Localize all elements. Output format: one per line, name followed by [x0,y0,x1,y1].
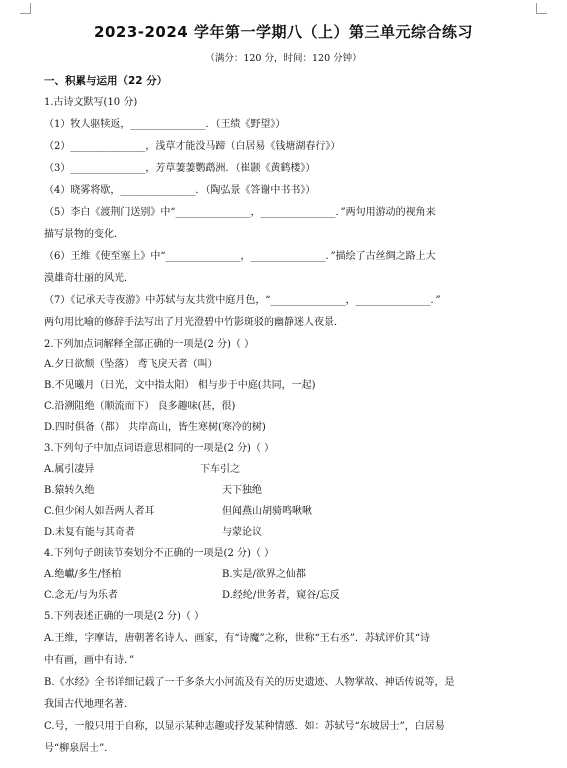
q4-stem: 4.下列句子朗读节奏划分不正确的一项是(2 分)（ ） [44,548,275,559]
q1-line-7a: （7）《记承天寺夜游》中苏轼与友共赏中庭月色，“_______________，_______________．” [44,295,441,306]
q5-option-a-line-2: 中有画，画中有诗．” [44,655,135,666]
q4-option-b: B.实是/欲界之仙都 [222,569,306,580]
crop-mark-top-left [20,3,31,14]
q5-option-c-line-1: C.号，一般只用于自称，以显示某种志趣或抒发某种情感．如：苏轼号“东坡居士”，白居易 [44,721,445,732]
q5-option-c-line-2: 号“柳泉居士”． [44,743,115,754]
q5-option-b-line-1: B.《水经》全书详细记载了一千多条大小河流及有关的历史遗迹、人物掌故、神话传说等，是 [44,677,455,688]
q1-line-5a: （5）李白《渡荆门送别》中“_______________，_______________．”两句用游动的视角来 [44,207,436,218]
q1-line-3: （3）_______________，芳草萋萋鹦鹉洲．（崔颢《黄鹤楼》） [44,163,316,174]
q2-option-a: A.夕日欲颓（坠落） 鸢飞戾天者（叫） [44,359,218,370]
q1-line-2: （2）_______________，浅草才能没马蹄（白居易《钱塘湖春行》） [44,141,341,152]
q3-option-d: D.未复有能与其奇者 [44,527,135,538]
q3-option-c-pair: 但闻燕山胡骑鸣啾啾 [222,506,312,517]
q3-option-b: B.猿转久绝 [44,485,95,496]
q1-line-6a: （6）王维《使至塞上》中“_______________，_______________．”描绘了古丝绸之路上大 [44,251,436,262]
q2-option-b: B.不见曦月（日光，文中指太阳） 相与步于中庭(共同，一起) [44,380,316,391]
q3-option-c: C.但少闲人如吾两人者耳 [44,506,155,517]
q5-option-b-line-2: 我国古代地理名著． [44,699,134,710]
q2-option-c: C.沿溯阻绝（顺流而下） 良多趣味(甚，很) [44,401,236,412]
q3-option-a-pair: 下车引之 [200,464,240,475]
q5-stem: 5.下列表述正确的一项是(2 分)（ ） [44,611,205,622]
page-subtitle: （满分：120 分，时间：120 分钟） [205,53,362,64]
q4-option-a: A.绝巘/多生/怪柏 [44,569,122,580]
q3-stem: 3.下列句子中加点词语意思相同的一项是(2 分)（ ） [44,443,275,454]
q1-line-5b: 描写景物的变化． [44,229,124,240]
q1-line-4: （4）晓雾将歇，_______________．（陶弘景《答谢中书书》） [44,185,316,196]
crop-mark-top-right [536,3,547,14]
q2-option-d: D.四时俱备（都） 共岸高山，皆生寒树(寒冷的树) [44,422,266,433]
q3-option-d-pair: 与蒙论议 [222,527,262,538]
q5-option-a-line-1: A.王维，字摩诘，唐朝著名诗人、画家，有“诗魔”之称，世称“王右丞”．苏轼评价其“诗 [44,633,430,644]
q2-stem: 2.下列加点词解释全部正确的一项是(2 分)（ ） [44,339,255,350]
q1-line-6b: 漠雄奇壮丽的风光． [44,273,134,284]
q1-line-1: （1）牧人驱犊返，_______________．（王绩《野望》） [44,119,286,130]
page-title: 2023-2024 学年第一学期八（上）第三单元综合练习 [94,23,473,41]
q4-option-c: C.念无/与为乐者 [44,590,118,601]
section-heading: 一、积累与运用（22 分） [44,75,168,87]
q1-line-7b: 两句用比喻的修辞手法写出了月光澄碧中竹影斑驳的幽静迷人夜景． [44,317,344,328]
q4-option-d: D.经纶/世务者，窥谷/忘反 [222,590,340,601]
q3-option-b-pair: 天下独绝 [222,485,262,496]
q1-stem: 1.古诗文默写(10 分) [44,97,138,108]
q3-option-a: A.属引凄异 [44,464,95,475]
